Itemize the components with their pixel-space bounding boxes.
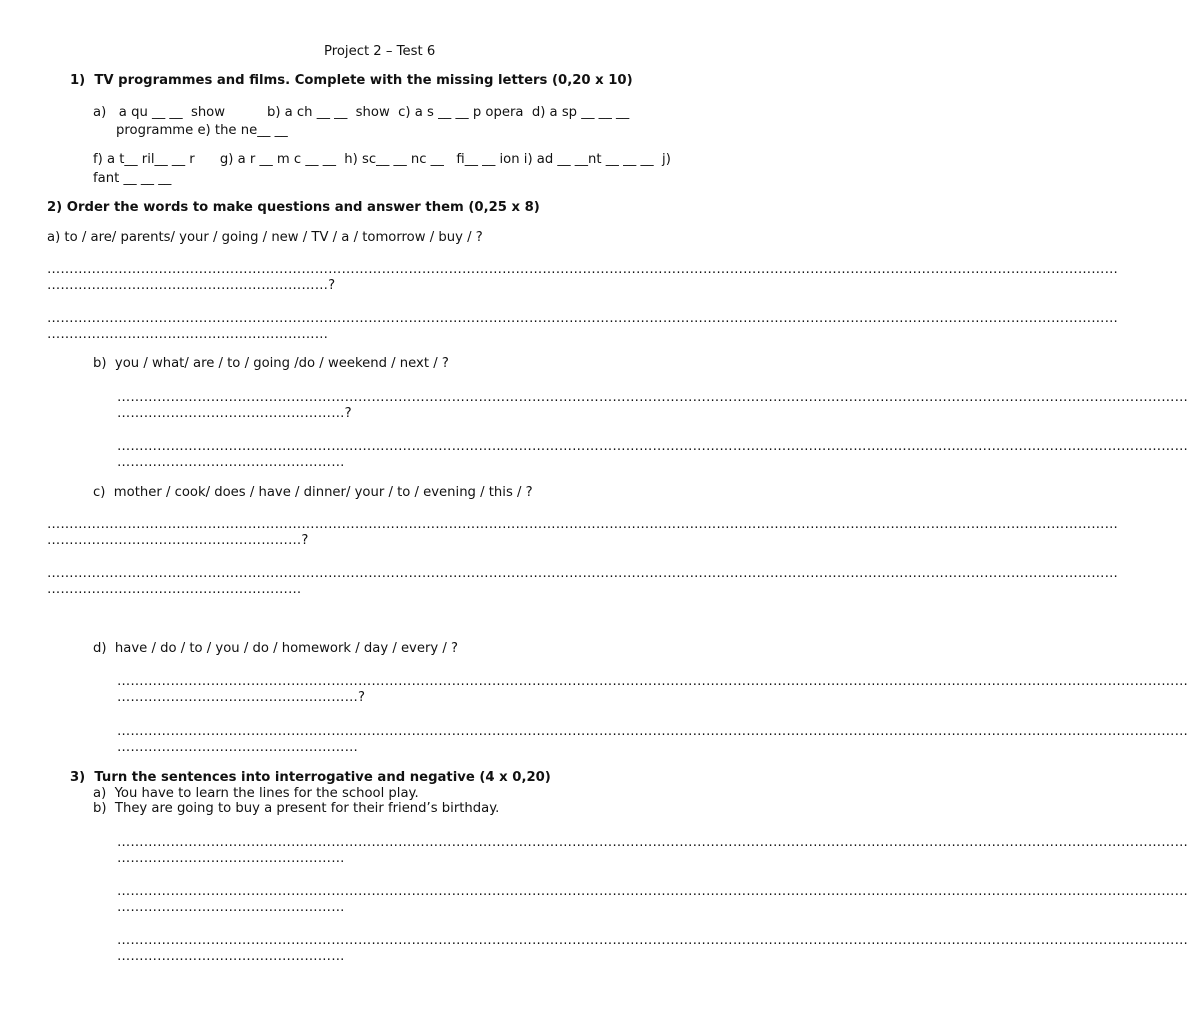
answer-line-c2-end[interactable]: …………………………………………………	[47, 582, 302, 597]
answer-line-d2-end[interactable]: ………………………………………………	[117, 740, 358, 755]
question-b: b) you / what/ are / to / going /do / weekend / next / ?	[93, 356, 449, 371]
answer-line-b1[interactable]: ……………………………………………………………………………………………………………………………………………………………………………………………………………………	[117, 390, 1188, 405]
answer-line-3-1[interactable]: ……………………………………………………………………………………………………………………………………………………………………………………………………………………	[117, 835, 1188, 850]
answer-line-3-3-end[interactable]: ……………………………………………	[117, 949, 345, 964]
answer-line-a2[interactable]: ……………………………………………………………………………………………………………………………………………………………………………………………………………………	[47, 311, 1118, 326]
section1-line-1: a) a qu __ __ show b) a ch __ __ show c) a s __ __ p opera d) a sp __ __ __	[93, 105, 630, 120]
section2-heading: 2) Order the words to make questions and answer them (0,25 x 8)	[47, 200, 540, 215]
answer-line-b1-end[interactable]: ……………………………………………?	[117, 406, 352, 421]
answer-line-3-3[interactable]: ……………………………………………………………………………………………………………………………………………………………………………………………………………………	[117, 933, 1188, 948]
section1-heading: 1) TV programmes and films. Complete with the missing letters (0,20 x 10)	[70, 73, 633, 88]
section1-line-2: programme e) the ne__ __	[116, 123, 288, 138]
question-d: d) have / do / to / you / do / homework / day / every / ?	[93, 641, 459, 656]
answer-line-a1[interactable]: ……………………………………………………………………………………………………………………………………………………………………………………………………………………	[47, 262, 1118, 277]
answer-line-d1[interactable]: ……………………………………………………………………………………………………………………………………………………………………………………………………………………	[117, 674, 1188, 689]
section1-line-4: fant __ __ __	[93, 171, 172, 186]
answer-line-b2[interactable]: ……………………………………………………………………………………………………………………………………………………………………………………………………………………	[117, 439, 1188, 454]
answer-line-d1-end[interactable]: ………………………………………………?	[117, 690, 366, 705]
answer-line-a1-end[interactable]: ………………………………………………………?	[47, 278, 336, 293]
answer-line-c1[interactable]: ……………………………………………………………………………………………………………………………………………………………………………………………………………………	[47, 517, 1118, 532]
section3-item-a: a) You have to learn the lines for the school play.	[93, 786, 419, 801]
question-c: c) mother / cook/ does / have / dinner/ your / to / evening / this / ?	[93, 485, 533, 500]
answer-line-c1-end[interactable]: …………………………………………………?	[47, 533, 309, 548]
answer-line-a2-end[interactable]: ………………………………………………………	[47, 327, 329, 342]
section1-line-3: f) a t__ ril__ __ r g) a r __ m c __ __ h) sc__ __ nc __ fi__ __ ion i) ad __ __nt __ __ __ j)	[93, 152, 671, 167]
answer-line-3-2-end[interactable]: ……………………………………………	[117, 900, 345, 915]
question-a: a) to / are/ parents/ your / going / new / TV / a / tomorrow / buy / ?	[47, 230, 483, 245]
answer-line-c2[interactable]: ……………………………………………………………………………………………………………………………………………………………………………………………………………………	[47, 566, 1118, 581]
answer-line-d2[interactable]: ……………………………………………………………………………………………………………………………………………………………………………………………………………………	[117, 724, 1188, 739]
section3-heading: 3) Turn the sentences into interrogative and negative (4 x 0,20)	[70, 770, 551, 785]
section3-item-b: b) They are going to buy a present for their friend’s birthday.	[93, 801, 500, 816]
answer-line-3-1-end[interactable]: ……………………………………………	[117, 851, 345, 866]
page-title: Project 2 – Test 6	[324, 44, 436, 59]
answer-line-3-2[interactable]: ……………………………………………………………………………………………………………………………………………………………………………………………………………………	[117, 884, 1188, 899]
answer-line-b2-end[interactable]: ……………………………………………	[117, 455, 345, 470]
